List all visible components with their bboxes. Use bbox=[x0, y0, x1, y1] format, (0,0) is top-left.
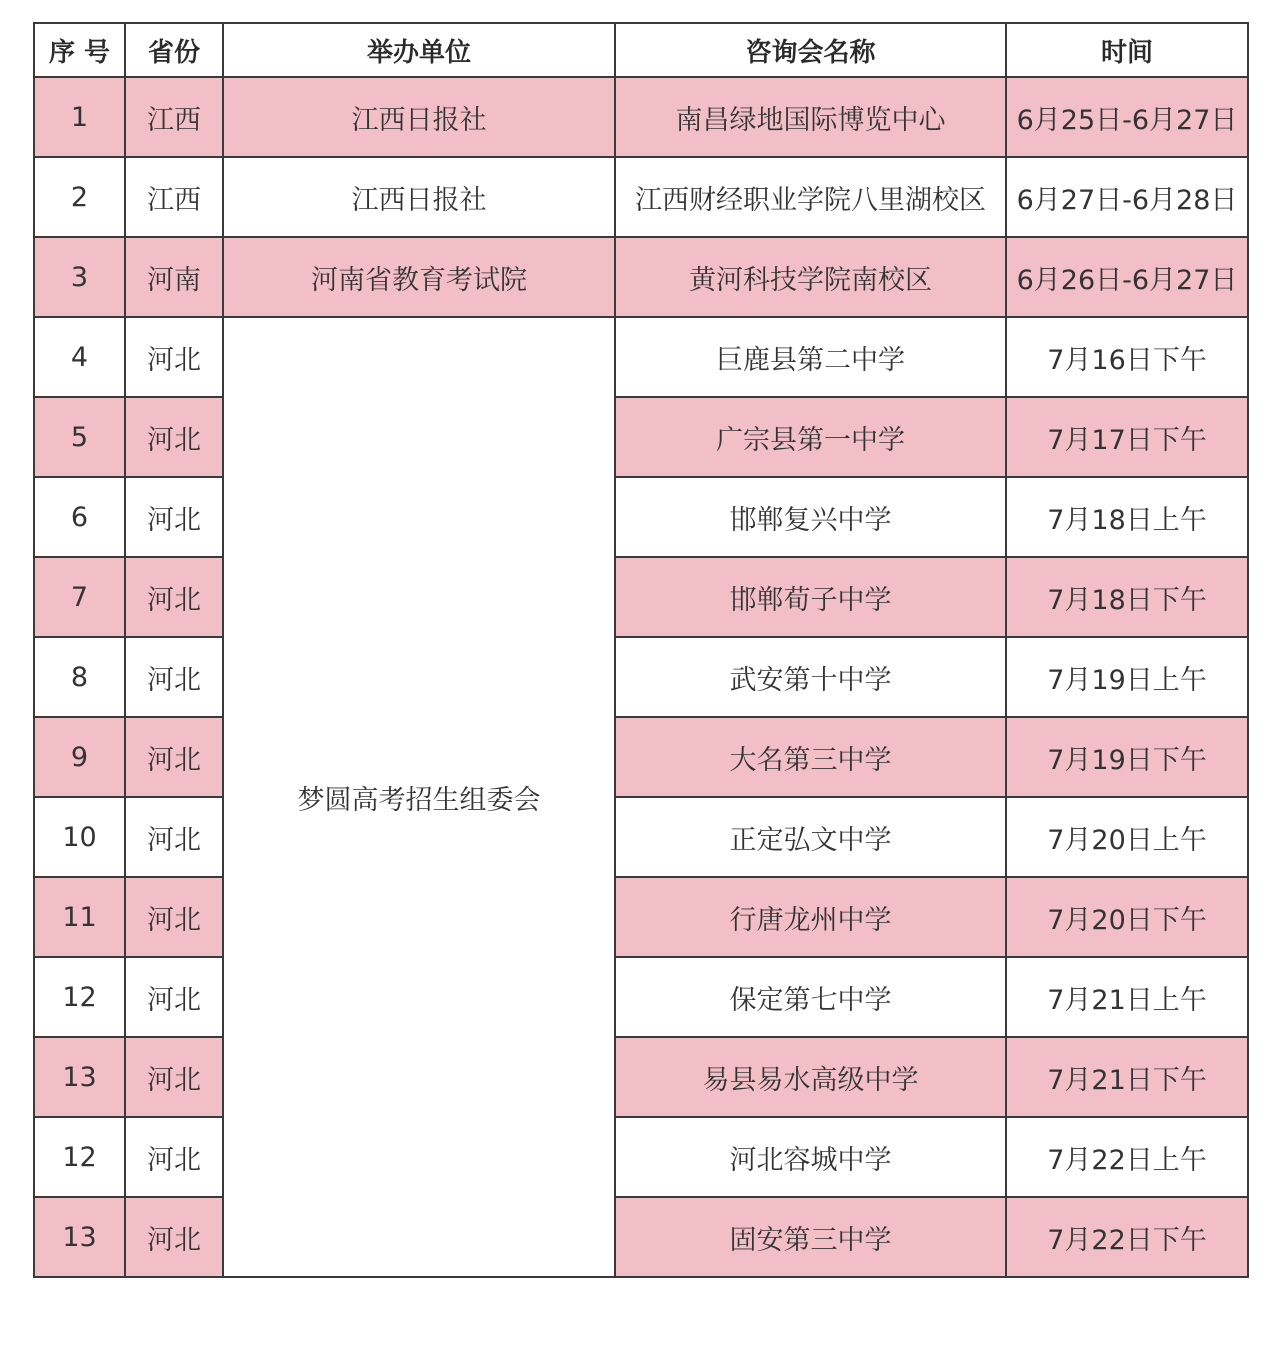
cell-no: 11 bbox=[34, 877, 125, 957]
cell-event: 固安第三中学 bbox=[615, 1197, 1006, 1277]
cell-event: 保定第七中学 bbox=[615, 957, 1006, 1037]
cell-no: 10 bbox=[34, 797, 125, 877]
cell-event: 易县易水高级中学 bbox=[615, 1037, 1006, 1117]
table-row bbox=[34, 957, 1248, 1037]
table-row bbox=[34, 157, 1248, 237]
cell-province: 河北 bbox=[125, 1037, 223, 1117]
cell-province: 河北 bbox=[125, 717, 223, 797]
cell-time: 7月20日下午 bbox=[1006, 877, 1248, 957]
cell-province: 河北 bbox=[125, 637, 223, 717]
cell-time: 7月22日上午 bbox=[1006, 1117, 1248, 1197]
cell-organizer: 江西日报社 bbox=[223, 157, 615, 237]
cell-time: 7月19日上午 bbox=[1006, 637, 1248, 717]
cell-event: 江西财经职业学院八里湖校区 bbox=[615, 157, 1006, 237]
table-row bbox=[34, 557, 1248, 637]
header-no: 序 号 bbox=[34, 23, 125, 77]
cell-no: 2 bbox=[34, 157, 125, 237]
cell-no: 9 bbox=[34, 717, 125, 797]
cell-province: 河北 bbox=[125, 877, 223, 957]
table-row bbox=[34, 797, 1248, 877]
header-province: 省份 bbox=[125, 23, 223, 77]
cell-event: 武安第十中学 bbox=[615, 637, 1006, 717]
table-row bbox=[34, 77, 1248, 157]
cell-province: 河南 bbox=[125, 237, 223, 317]
cell-event: 行唐龙州中学 bbox=[615, 877, 1006, 957]
cell-province: 河北 bbox=[125, 317, 223, 397]
cell-no: 4 bbox=[34, 317, 125, 397]
cell-time: 7月17日下午 bbox=[1006, 397, 1248, 477]
table-row bbox=[34, 237, 1248, 317]
cell-province: 河北 bbox=[125, 477, 223, 557]
header-organizer: 举办单位 bbox=[223, 23, 615, 77]
table-row bbox=[34, 637, 1248, 717]
table-row bbox=[34, 1117, 1248, 1197]
cell-time: 7月16日下午 bbox=[1006, 317, 1248, 397]
cell-time: 7月18日下午 bbox=[1006, 557, 1248, 637]
cell-event: 邯郸复兴中学 bbox=[615, 477, 1006, 557]
cell-province: 河北 bbox=[125, 1117, 223, 1197]
table-row bbox=[34, 877, 1248, 957]
cell-province: 江西 bbox=[125, 157, 223, 237]
cell-province: 河北 bbox=[125, 957, 223, 1037]
cell-time: 7月21日下午 bbox=[1006, 1037, 1248, 1117]
table-row bbox=[34, 317, 1248, 397]
cell-organizer: 江西日报社 bbox=[223, 77, 615, 157]
cell-event: 河北容城中学 bbox=[615, 1117, 1006, 1197]
table-header-row bbox=[34, 23, 1248, 77]
cell-time: 7月19日下午 bbox=[1006, 717, 1248, 797]
table-row bbox=[34, 397, 1248, 477]
cell-event: 黄河科技学院南校区 bbox=[615, 237, 1006, 317]
cell-time: 7月20日上午 bbox=[1006, 797, 1248, 877]
table-row bbox=[34, 1037, 1248, 1117]
cell-organizer: 河南省教育考试院 bbox=[223, 237, 615, 317]
cell-time: 7月22日下午 bbox=[1006, 1197, 1248, 1277]
cell-province: 河北 bbox=[125, 1197, 223, 1277]
cell-no: 12 bbox=[34, 1117, 125, 1197]
cell-no: 5 bbox=[34, 397, 125, 477]
table-row bbox=[34, 717, 1248, 797]
cell-time: 7月21日上午 bbox=[1006, 957, 1248, 1037]
table-row bbox=[34, 477, 1248, 557]
cell-event: 大名第三中学 bbox=[615, 717, 1006, 797]
cell-event: 南昌绿地国际博览中心 bbox=[615, 77, 1006, 157]
cell-no: 1 bbox=[34, 77, 125, 157]
table-row bbox=[34, 1197, 1248, 1277]
cell-province: 河北 bbox=[125, 797, 223, 877]
cell-time: 7月18日上午 bbox=[1006, 477, 1248, 557]
cell-event: 正定弘文中学 bbox=[615, 797, 1006, 877]
cell-event: 邯郸荀子中学 bbox=[615, 557, 1006, 637]
cell-province: 江西 bbox=[125, 77, 223, 157]
cell-province: 河北 bbox=[125, 397, 223, 477]
cell-no: 3 bbox=[34, 237, 125, 317]
cell-no: 12 bbox=[34, 957, 125, 1037]
cell-province: 河北 bbox=[125, 557, 223, 637]
consultation-schedule-table bbox=[33, 22, 1249, 1278]
cell-time: 6月27日-6月28日 bbox=[1006, 157, 1248, 237]
cell-time: 6月25日-6月27日 bbox=[1006, 77, 1248, 157]
header-time: 时间 bbox=[1006, 23, 1248, 77]
cell-no: 6 bbox=[34, 477, 125, 557]
cell-no: 13 bbox=[34, 1197, 125, 1277]
header-event: 咨询会名称 bbox=[615, 23, 1006, 77]
cell-event: 广宗县第一中学 bbox=[615, 397, 1006, 477]
cell-no: 7 bbox=[34, 557, 125, 637]
cell-time: 6月26日-6月27日 bbox=[1006, 237, 1248, 317]
cell-no: 8 bbox=[34, 637, 125, 717]
cell-event: 巨鹿县第二中学 bbox=[615, 317, 1006, 397]
cell-no: 13 bbox=[34, 1037, 125, 1117]
merged-organizer-cell: 梦圆高考招生组委会 bbox=[223, 317, 615, 1277]
